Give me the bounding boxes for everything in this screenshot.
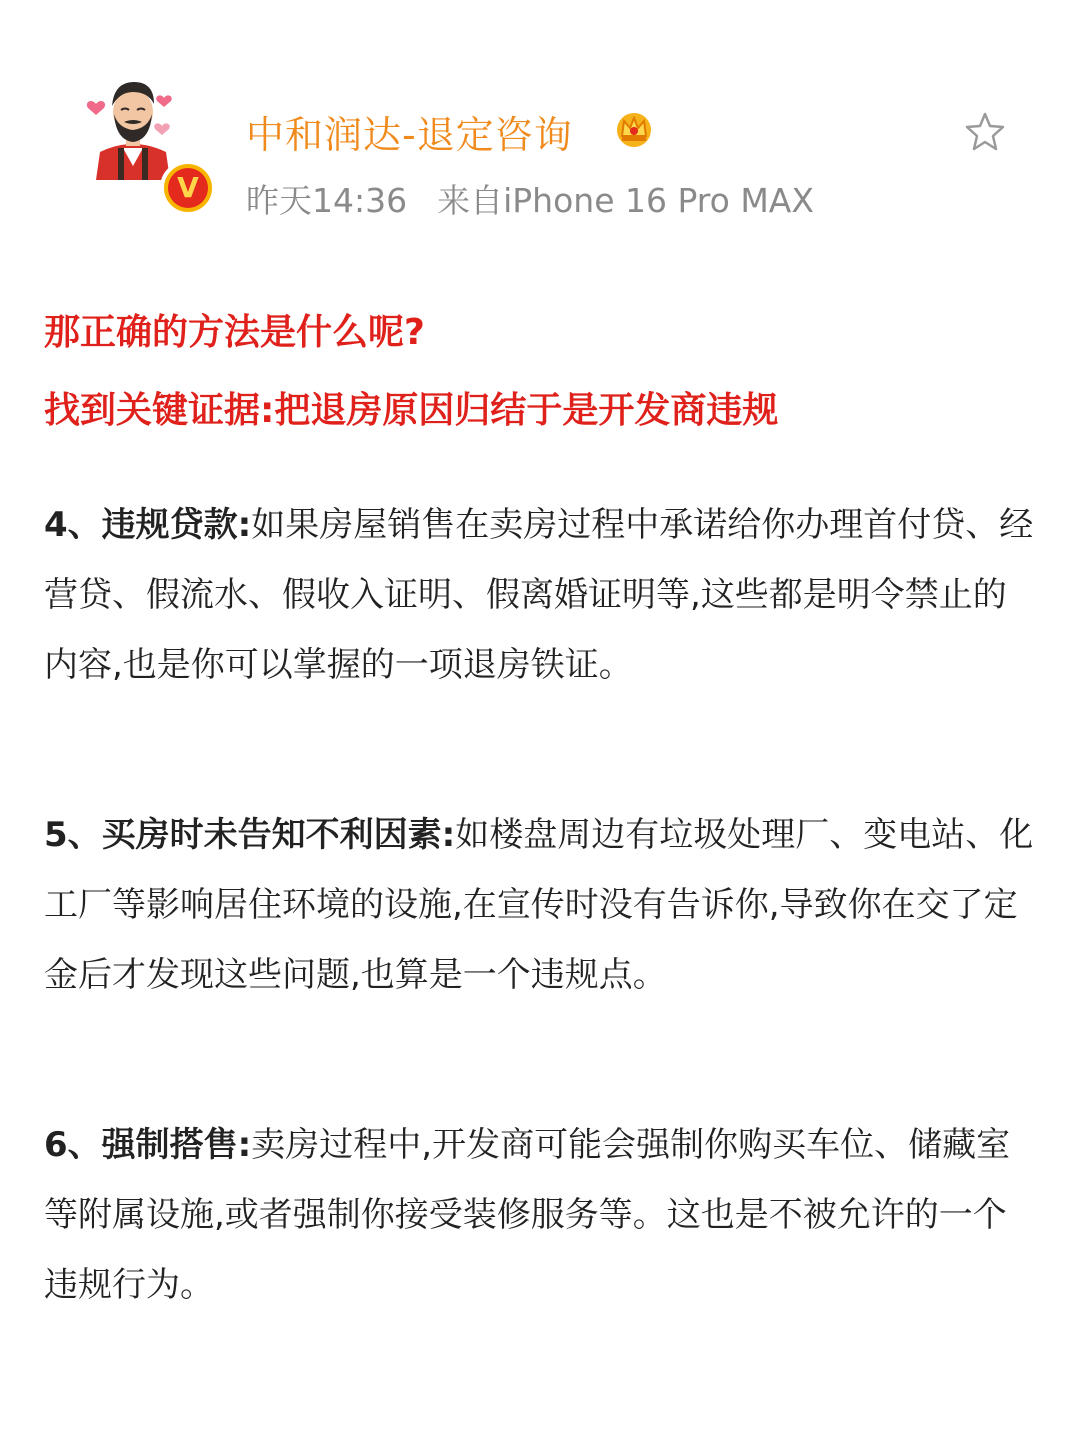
item-6-text: 卖房过程中,开发商可能会强制你购买车位、储藏室等附属设施,或者强制你接受装修服务等。这也是不被允许的一个违规行为。 [44, 1125, 1011, 1305]
item-5-text: 如楼盘周边有垃圾处理厂、变电站、化工厂等影响居住环境的设施,在宣传时没有告诉你,导致你在交了定金后才发现这些问题,也算是一个违规点。 [44, 815, 1034, 995]
item-5-title: 5、买房时未告知不利因素: [44, 815, 456, 855]
post-header [0, 0, 1080, 250]
paragraph-item-4 [44, 490, 1036, 700]
section-heading: 那正确的方法是什么呢? [44, 312, 425, 353]
avatar-illustration [78, 70, 188, 180]
item-4-text: 如果房屋销售在卖房过程中承诺给你办理首付贷、经营贷、假流水、假收入证明、假离婚证明等,这些都是明令禁止的内容,也是你可以掌握的一项退房铁证。 [44, 505, 1034, 685]
paragraph-item-5 [44, 800, 1036, 1010]
post-body [44, 305, 1036, 439]
paragraph-item-6 [44, 1110, 1036, 1320]
post-source: 来自iPhone 16 Pro MAX [437, 181, 814, 220]
post-time: 昨天14:36 [246, 181, 408, 220]
post-meta [246, 175, 814, 222]
star-outline-icon [964, 110, 1006, 152]
favorite-button[interactable] [964, 110, 1006, 152]
crown-icon[interactable] [612, 106, 656, 150]
avatar[interactable] [78, 70, 188, 180]
verified-badge-icon: V [160, 160, 216, 216]
section-subheading: 找到关键证据:把退房原因归结于是开发商违规 [44, 390, 779, 431]
item-6-title: 6、强制搭售: [44, 1125, 252, 1165]
username[interactable]: 中和润达-退定咨询 [246, 113, 573, 157]
item-4-title: 4、违规贷款: [44, 505, 252, 545]
